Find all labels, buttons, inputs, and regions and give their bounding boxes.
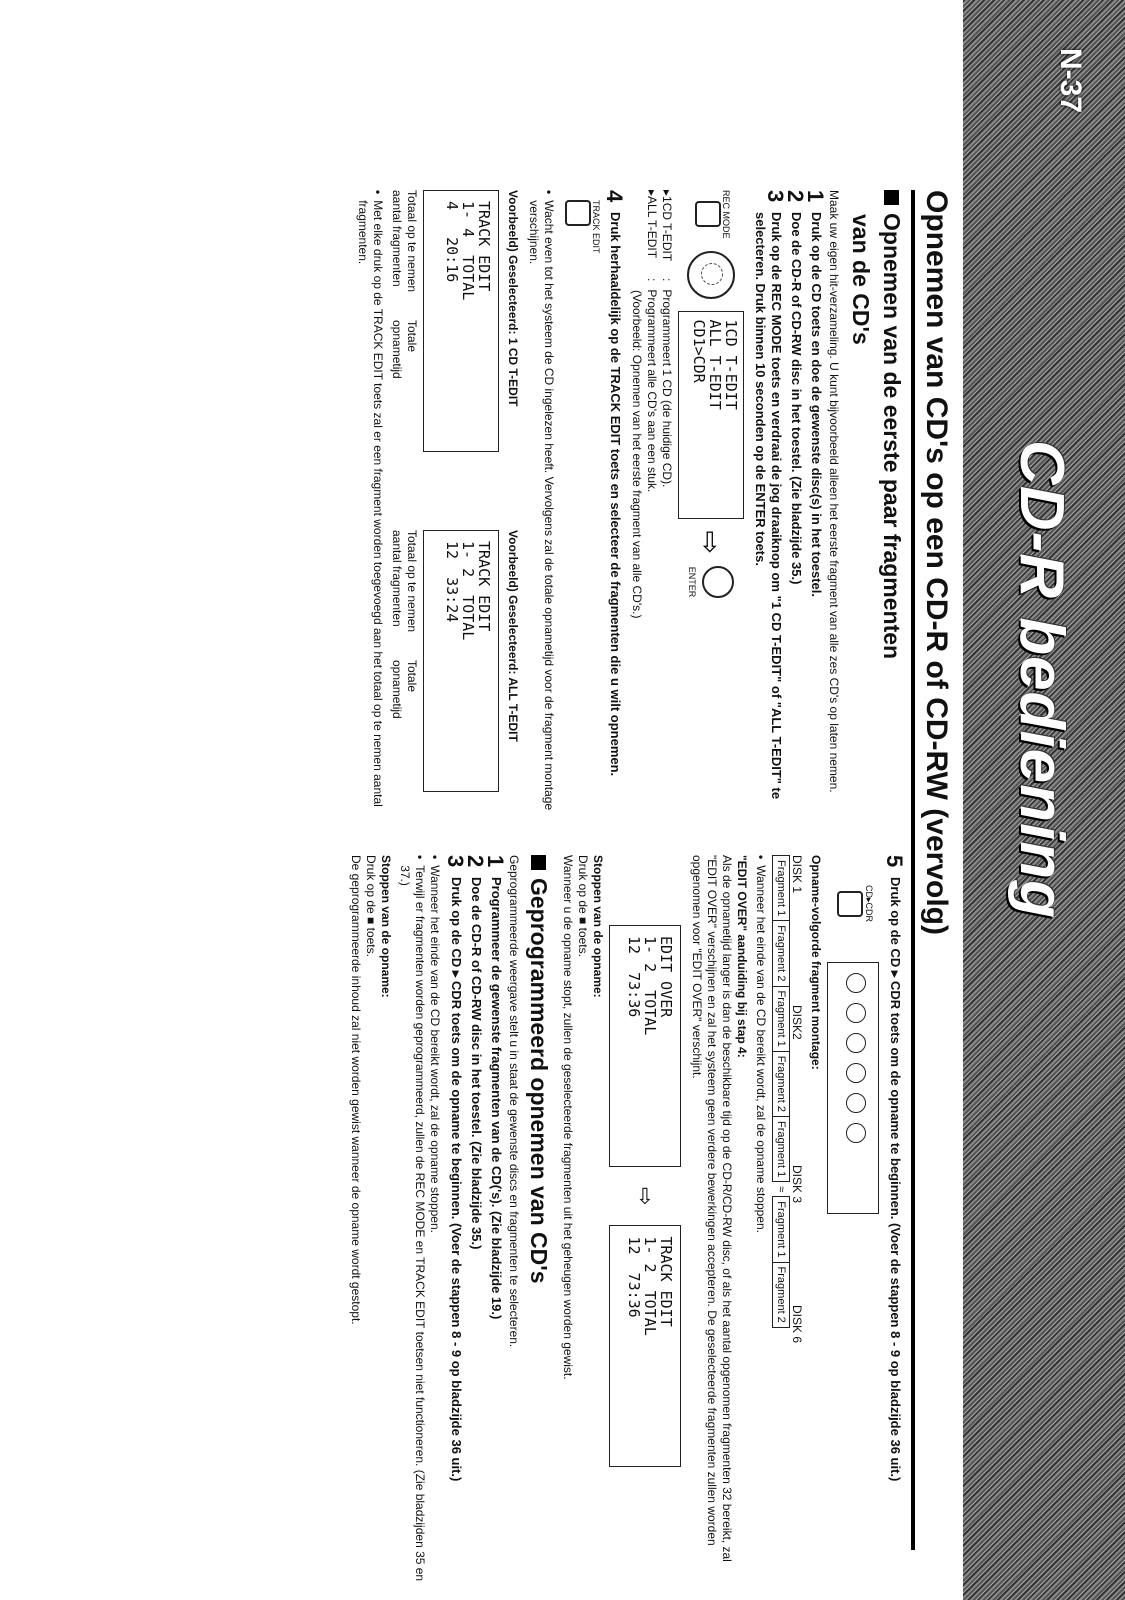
section-heading-cont: van de CD's <box>848 214 874 345</box>
rec-mode-button[interactable] <box>696 201 722 227</box>
example-1-label: Voorbeeld) Geselecteerd: 1 CD T-EDIT <box>506 190 520 407</box>
disc-icon <box>846 1003 866 1023</box>
step-1: 1 Druk op de CD toets en doe de gewenste disc(s) in het toestel. <box>803 190 828 598</box>
stop-title: Stoppen van de opname: <box>591 855 605 998</box>
order-title: Opname-volgorde fragment montage: <box>809 855 823 1070</box>
mode-list: ▸1CD T-EDIT : Programmeert 1 CD (de huidige CD). ▸ALL T-EDIT : Programmeert alle CD's aan een stuk. (Voorbeeld: Opnemen van het eerste fragment van alle CD's.) <box>630 190 674 619</box>
step-4: 4 Druk herhaaldelijk op de TRACK EDIT toets en selecteer de fragmenten die u wilt opnemen. <box>602 190 627 777</box>
disc-icon <box>846 1063 866 1083</box>
jog-dial-icon[interactable] <box>687 251 735 299</box>
lcd-mode-display: 1CD T-EDIT ALL T-EDIT CD1>CDR <box>678 311 744 519</box>
example-2-label: Voorbeeld) Geselecteerd: ALL T-EDIT <box>506 530 520 742</box>
lcd-edit-over: EDIT OVER 1- 2 TOTAL 12 73:36 <box>609 925 681 1167</box>
edit-over-text: Als de opnametijd langer is dan de beschikbare tijd op de CD-R/CD-RW disc, of als het aantal opgenomen fragmenten 32 bereikt, zal "EDIT OVER" verschijnen en zal het systeem geen verdere bewerkingen accepteren. De geselecteerde fragmenten zullen worden opgenomen voor "EDIT OVER" verschijnt. <box>690 855 734 1562</box>
stop-text-2: Wanneer u de opname stopt, zullen de geselecteerde fragmenten uit het geheugen worden gewist. <box>561 855 575 1380</box>
prog-bullet-1: • Wanneer het einde van de CD bereikt wordt, zal de opname stoppen. <box>428 855 442 1233</box>
disc-icon <box>846 973 866 993</box>
bullet-track-edit: • Met elke druk op de TRACK EDIT toets zal er een fragment worden toegevoegd aan het totaal op te nemen aantal fragmenten. <box>356 190 385 807</box>
cd-cdr-illustration <box>827 885 879 1585</box>
step-2: 2 Doe de CD-R of CD-RW disc in het toestel. (Zie bladzijde 35.) <box>783 190 808 585</box>
disc-icon <box>846 1033 866 1053</box>
rec-mode-label: REC MODE <box>721 190 732 239</box>
enter-label: ENTER <box>687 566 698 598</box>
prog-stop-text-2: De geprogrammeerde inhoud zal niet worden gewist wanneer de opname wordt gestopt. <box>349 855 363 1325</box>
disk-labels: DISK 1 DISK2 DISK 3 DISK 6 <box>790 855 804 1344</box>
fragment-order-table: Fragment 1 Fragment 2 Fragment 1 Fragment 2 Fragment 1 ≈ Fragment 1 Fragment 2 <box>772 855 790 1328</box>
arrow-right-icon: ⇨ <box>695 530 727 554</box>
edit-over-displays <box>609 925 681 1585</box>
prog-step-1: 1 Programmeer de gewenste fragmenten van de CD('s). (Zie bladzijde 19.) <box>483 855 508 1320</box>
banner-title: CD-R bediening <box>1007 440 1076 919</box>
edit-over-title: "EDIT OVER" aanduiding bij stap 4: <box>735 855 749 1058</box>
examples-row <box>389 190 520 840</box>
example-2-captions: Totaal op te nemen aantal fragmenten Totale opnametijd <box>390 530 419 719</box>
section-programmed-heading: Geprogrammeerd opnemen van CD's <box>525 855 552 1585</box>
section-first-fragments <box>355 190 905 840</box>
prog-stop-text: Druk op de ■ toets. <box>364 855 378 957</box>
page-number: N-37 <box>1054 48 1087 114</box>
enter-button[interactable] <box>703 566 735 598</box>
arrow-right-icon: ⇨ <box>633 1187 658 1206</box>
lcd-track-edit-after: TRACK EDIT 1- 2 TOTAL 12 73:36 <box>609 1225 681 1467</box>
lcd-example-1: TRACK EDIT 1- 4 TOTAL 4 20:16 <box>423 190 499 452</box>
header-banner <box>963 0 1125 1600</box>
prog-stop-title: Stoppen van de opname: <box>379 855 393 998</box>
section-heading: Opnemen van de eerste paar fragmenten <box>878 190 905 840</box>
rec-mode-illustration <box>678 190 744 840</box>
section-right-column <box>348 855 905 1585</box>
programmed-intro: Geprogrammeerde weergave stelt u in staat de gewenste discs en fragmenten te selecteren. <box>507 855 521 1348</box>
example-1-captions: Totaal op te nemen aantal fragmenten Totale opnametijd <box>390 190 419 379</box>
prog-step-3: 3 Druk op de CD ▸ CDR toets om de opname te beginnen. (Voer de stappen 8 - 9 op bladzijde 36 uit.) <box>443 855 468 1482</box>
intro-text: Maak uw eigen hit-verzameling. U kunt bijvoorbeeld alleen het eerste fragment van alle zes CD's op laten nemen. <box>827 190 841 793</box>
lcd-disc-indicator <box>827 962 879 1214</box>
cd-cdr-label: CD▸CDR <box>864 885 874 923</box>
prog-step-2: 2 Doe de CD-R of CD-RW disc in het toestel. (Zie bladzijde 35.) <box>463 855 488 1250</box>
track-edit-button[interactable] <box>565 200 591 226</box>
prog-bullet-2: • Terwijl er fragmenten worden geprogrammeerd, zullen de REC MODE en TRACK EDIT toetsen niet functioneren. (Zie bladzijden 35 en 37.) <box>398 855 427 1582</box>
bullet-wait: • Wacht even tot het systeem de CD ingelezen heeft. Vervolgens zal de totale opnametijd voor de fragment montage verschijnen. <box>527 190 556 811</box>
stop-text: Druk op de ■ toets. <box>576 855 590 957</box>
step-3: 3 Druk op de REC MODE toets en verdraai de jog draaiknop om "1 CD T-EDIT" of "ALL T-EDIT" te selecteren. Druk binnen 10 seconden op de ENTER toets. <box>753 190 788 800</box>
page-title: Opnemen van CD's op een CD-R of CD-RW (vervolg) <box>911 190 953 1550</box>
disc-icon <box>846 1123 866 1143</box>
bullet-end-of-cd: • Wanneer het einde van de CD bereikt wordt, zal de opname stoppen. <box>754 855 768 1233</box>
disc-icon <box>846 1093 866 1113</box>
track-edit-illustration <box>560 200 601 840</box>
cd-cdr-button[interactable] <box>837 891 863 917</box>
track-edit-label: TRACK EDIT <box>591 200 601 254</box>
lcd-example-2: TRACK EDIT 1- 2 TOTAL 12 33:24 <box>423 530 499 792</box>
step-5: 5 Druk op de CD ▸ CDR toets om de opname te beginnen. (Voer de stappen 8 - 9 op bladzijde 36 uit.) <box>882 855 907 1482</box>
